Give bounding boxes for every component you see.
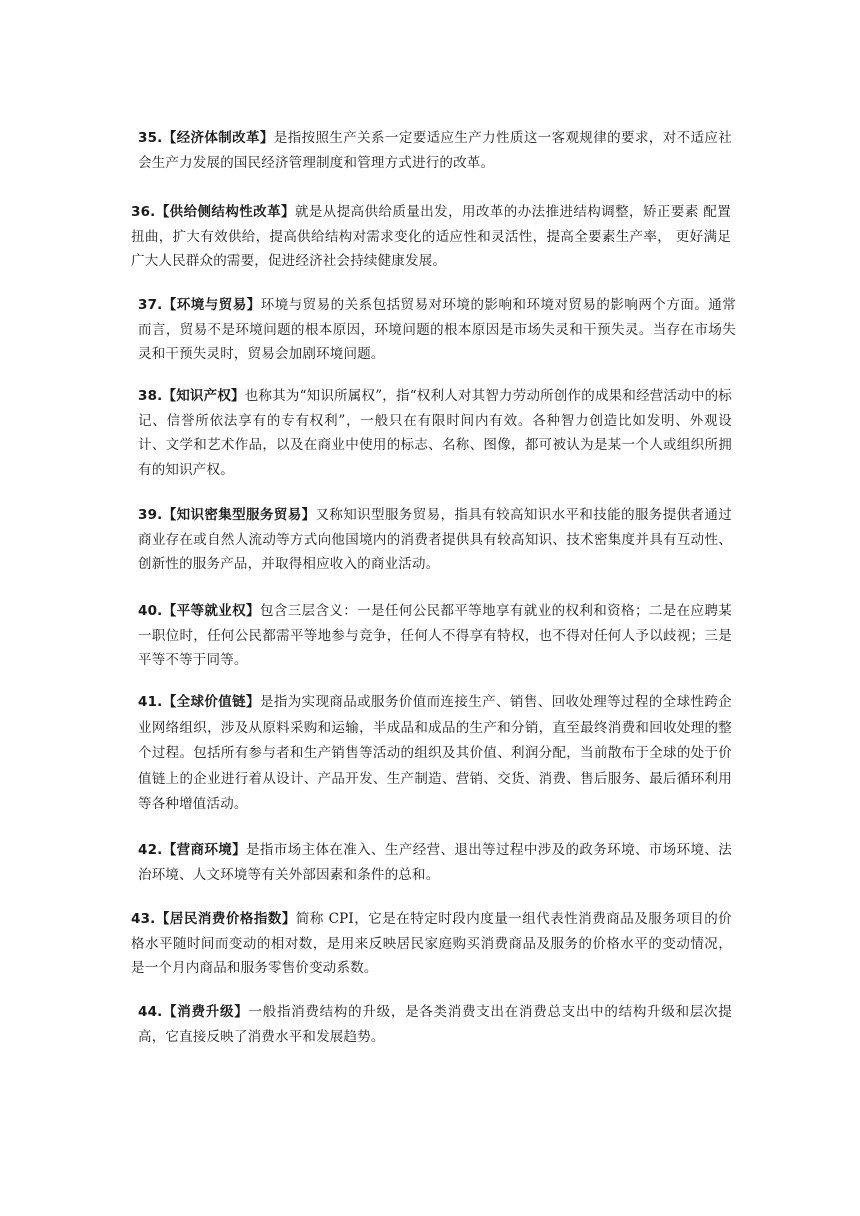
glossary-entry-39 xyxy=(138,503,732,577)
entry-number: 39. xyxy=(138,507,163,523)
glossary-entry-40 xyxy=(138,599,732,673)
entry-definition: 就是从提高供给质量出发，用改革的办法推进结构调整，矫正要素 配置扭曲，扩大有效供给，提高供给结构对需求变化的适应性和灵活性，提高全要素生产率， 更好满足广大人民群众的需要，促进经济社会持续健康发展。 xyxy=(131,204,731,269)
entry-number: 36. xyxy=(131,204,156,220)
entry-term: 【营商环境】 xyxy=(162,842,247,858)
glossary-entry-36 xyxy=(131,200,731,274)
entry-definition: 也称其为“知识所属权”，指“权利人对其智力劳动所创作的成果和经营活动中的标记、信誉所依法享有的专有权利”，一般只在有限时间内有效。各种智力创造比如发明、外观设计、文学和艺术作品，以及在商业中使用的标志、名称、图像，都可被认为是某一个人或组织所拥有的知识产权。 xyxy=(138,388,732,478)
entry-definition: 简称 CPI，它是在特定时段内度量一组代表性消费商品及服务项目的价格水平随时间而变动的相对数，是用来反映居民家庭购买消费商品及服务的价格水平的变动情况，是一个月内商品和服务零售价变动系数。 xyxy=(131,911,732,976)
entry-number: 40. xyxy=(138,603,163,619)
entry-number: 41. xyxy=(138,694,163,710)
entry-term: 【环境与贸易】 xyxy=(162,297,261,313)
glossary-entry-35 xyxy=(138,126,732,175)
entry-term: 【平等就业权】 xyxy=(162,603,260,619)
entry-number: 38. xyxy=(138,388,163,404)
glossary-entry-37 xyxy=(138,293,736,367)
entry-number: 42. xyxy=(138,842,163,858)
entry-definition: 包含三层含义：一是任何公民都平等地享有就业的权利和资格；二是在应聘某一职位时，任何公民都需平等地参与竞争，任何人不得享有特权，也不得对任何人予以歧视；三是平等不等于同等。 xyxy=(138,603,732,668)
entry-number: 43. xyxy=(131,911,156,927)
entry-definition: 又称知识型服务贸易，指具有较高知识水平和技能的服务提供者通过商业存在或自然人流动等方式向他国境内的消费者提供具有较高知识、技术密集度并具有互动性、创新性的服务产品，并取得相应收入的商业活动。 xyxy=(138,507,733,572)
entry-term: 【全球价值链】 xyxy=(162,694,260,710)
entry-number: 35. xyxy=(138,130,163,146)
entry-definition: 是指为实现商品或服务价值而连接生产、销售、回收处理等过程的全球性跨企业网络组织，涉及从原料采购和运输，半成品和成品的生产和分销，直至最终消费和回收处理的整个过程。包括所有参与者和生产销售等活动的组织及其价值、利润分配，当前散布于全球的处于价值链上的企业进行着从设计、产品开发、生产制造、营销、交货、消费、售后服务、最后循环利用等各种增值活动。 xyxy=(138,694,732,812)
entry-definition: 是指市场主体在准入、生产经营、退出等过程中涉及的政务环境、市场环境、法治环境、人文环境等有关外部因素和条件的总和。 xyxy=(138,842,732,883)
entry-definition: 是指按照生产关系一定要适应生产力性质这一客观规律的要求，对不适应社会生产力发展的国民经济管理制度和管理方式进行的改革。 xyxy=(138,130,732,171)
glossary-entry-42 xyxy=(138,838,732,887)
entry-term: 【供给侧结构性改革】 xyxy=(155,204,295,220)
glossary-entry-43 xyxy=(131,907,732,981)
glossary-entry-38 xyxy=(138,384,732,482)
entry-term: 【知识产权】 xyxy=(162,388,245,404)
entry-number: 44. xyxy=(138,1004,163,1020)
entry-term: 【消费升级】 xyxy=(162,1004,249,1020)
entry-definition: 环境与贸易的关系包括贸易对环境的影响和环境对贸易的影响两个方面。通常而言，贸易不是环境问题的根本原因，环境问题的根本原因是市场失灵和干预失灵。当存在市场失灵和干预失灵时，贸易会加剧环境问题。 xyxy=(138,297,736,362)
glossary-entry-44 xyxy=(138,1000,732,1049)
entry-term: 【居民消费价格指数】 xyxy=(155,911,296,927)
entry-term: 【经济体制改革】 xyxy=(162,130,274,146)
glossary-entry-41 xyxy=(138,690,732,818)
entry-definition: 一般指消费结构的升级，是各类消费支出在消费总支出中的结构升级和层次提高，它直接反映了消费水平和发展趋势。 xyxy=(138,1004,732,1045)
entry-number: 37. xyxy=(138,297,163,313)
entry-term: 【知识密集型服务贸易】 xyxy=(162,507,316,523)
